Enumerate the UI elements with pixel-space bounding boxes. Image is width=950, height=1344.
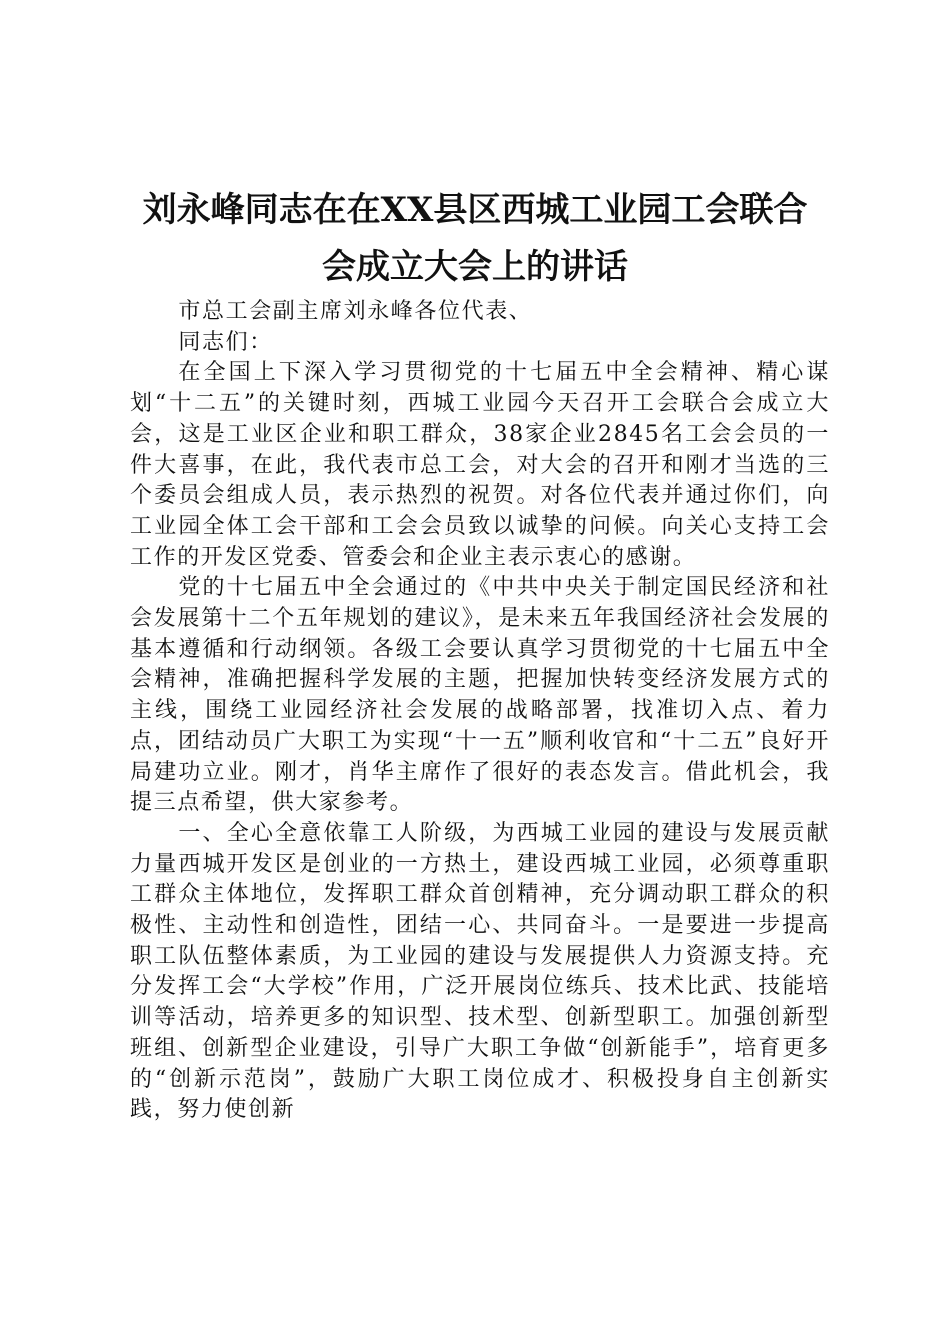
body-paragraph: 一、全心全意依靠工人阶级，为西城工业园的建设与发展贡献力量西城开发区是创业的一方热土，建设西城工业园，必须尊重职工群众主体地位，发挥职工群众首创精神，充分调动职工群众的积极性、主动性和创造性，团结一心、共同奋斗。一是要进一步提高职工队伍整体素质，为工业园的建设与发展提供人力资源支持。充分发挥工会“大学校”作用，广泛开展岗位练兵、技术比武、技能培训等活动，培养更多的知识型、技术型、创新型职工。加强创新型班组、创新型企业建设，引导广大职工争做“创新能手”，培育更多的“创新示范岗”，鼓励广大职工岗位成才、积极投身自主创新实践，努力使创新 [130, 820, 830, 1123]
document-body [130, 297, 830, 1126]
body-paragraph: 党的十七届五中全会通过的《中共中央关于制定国民经济和社会发展第十二个五年规划的建议》，是未来五年我国经济社会发展的基本遵循和行动纲领。各级工会要认真学习贯彻党的十七届五中全会精神，准确把握科学发展的主题，把握加快转变经济发展方式的主线，围绕工业园经济社会发展的战略部署，找准切入点、着力点，团结动员广大职工为实现“十一五”顺利收官和“十二五”良好开局建功立业。刚才，肖华主席作了很好的表态发言。借此机会，我提三点希望，供大家参考。 [130, 575, 830, 816]
salutation-line-2: 同志们： [178, 329, 273, 355]
body-paragraph: 在全国上下深入学习贯彻党的十七届五中全会精神、精心谋划“十二五”的关键时刻，西城工业园今天召开工会联合会成立大会，这是工业区企业和职工群众，38家企业2845名工会会员的一件大喜事，在此，我代表市总工会，对大会的召开和刚才当选的三个委员会组成人员，表示热烈的祝贺。对各位代表并通过你们，向工业园全体工会干部和工会会员致以诚挚的问候。向关心支持工会工作的开发区党委、管委会和企业主表示衷心的感谢。 [130, 360, 830, 570]
document-title-line-1: 刘永峰同志在在XX县区西城工业园工会联合 [142, 190, 808, 230]
document-title-line-2: 会成立大会上的讲话 [322, 247, 628, 287]
salutation-line-1: 市总工会副主席刘永峰各位代表、 [178, 299, 533, 324]
